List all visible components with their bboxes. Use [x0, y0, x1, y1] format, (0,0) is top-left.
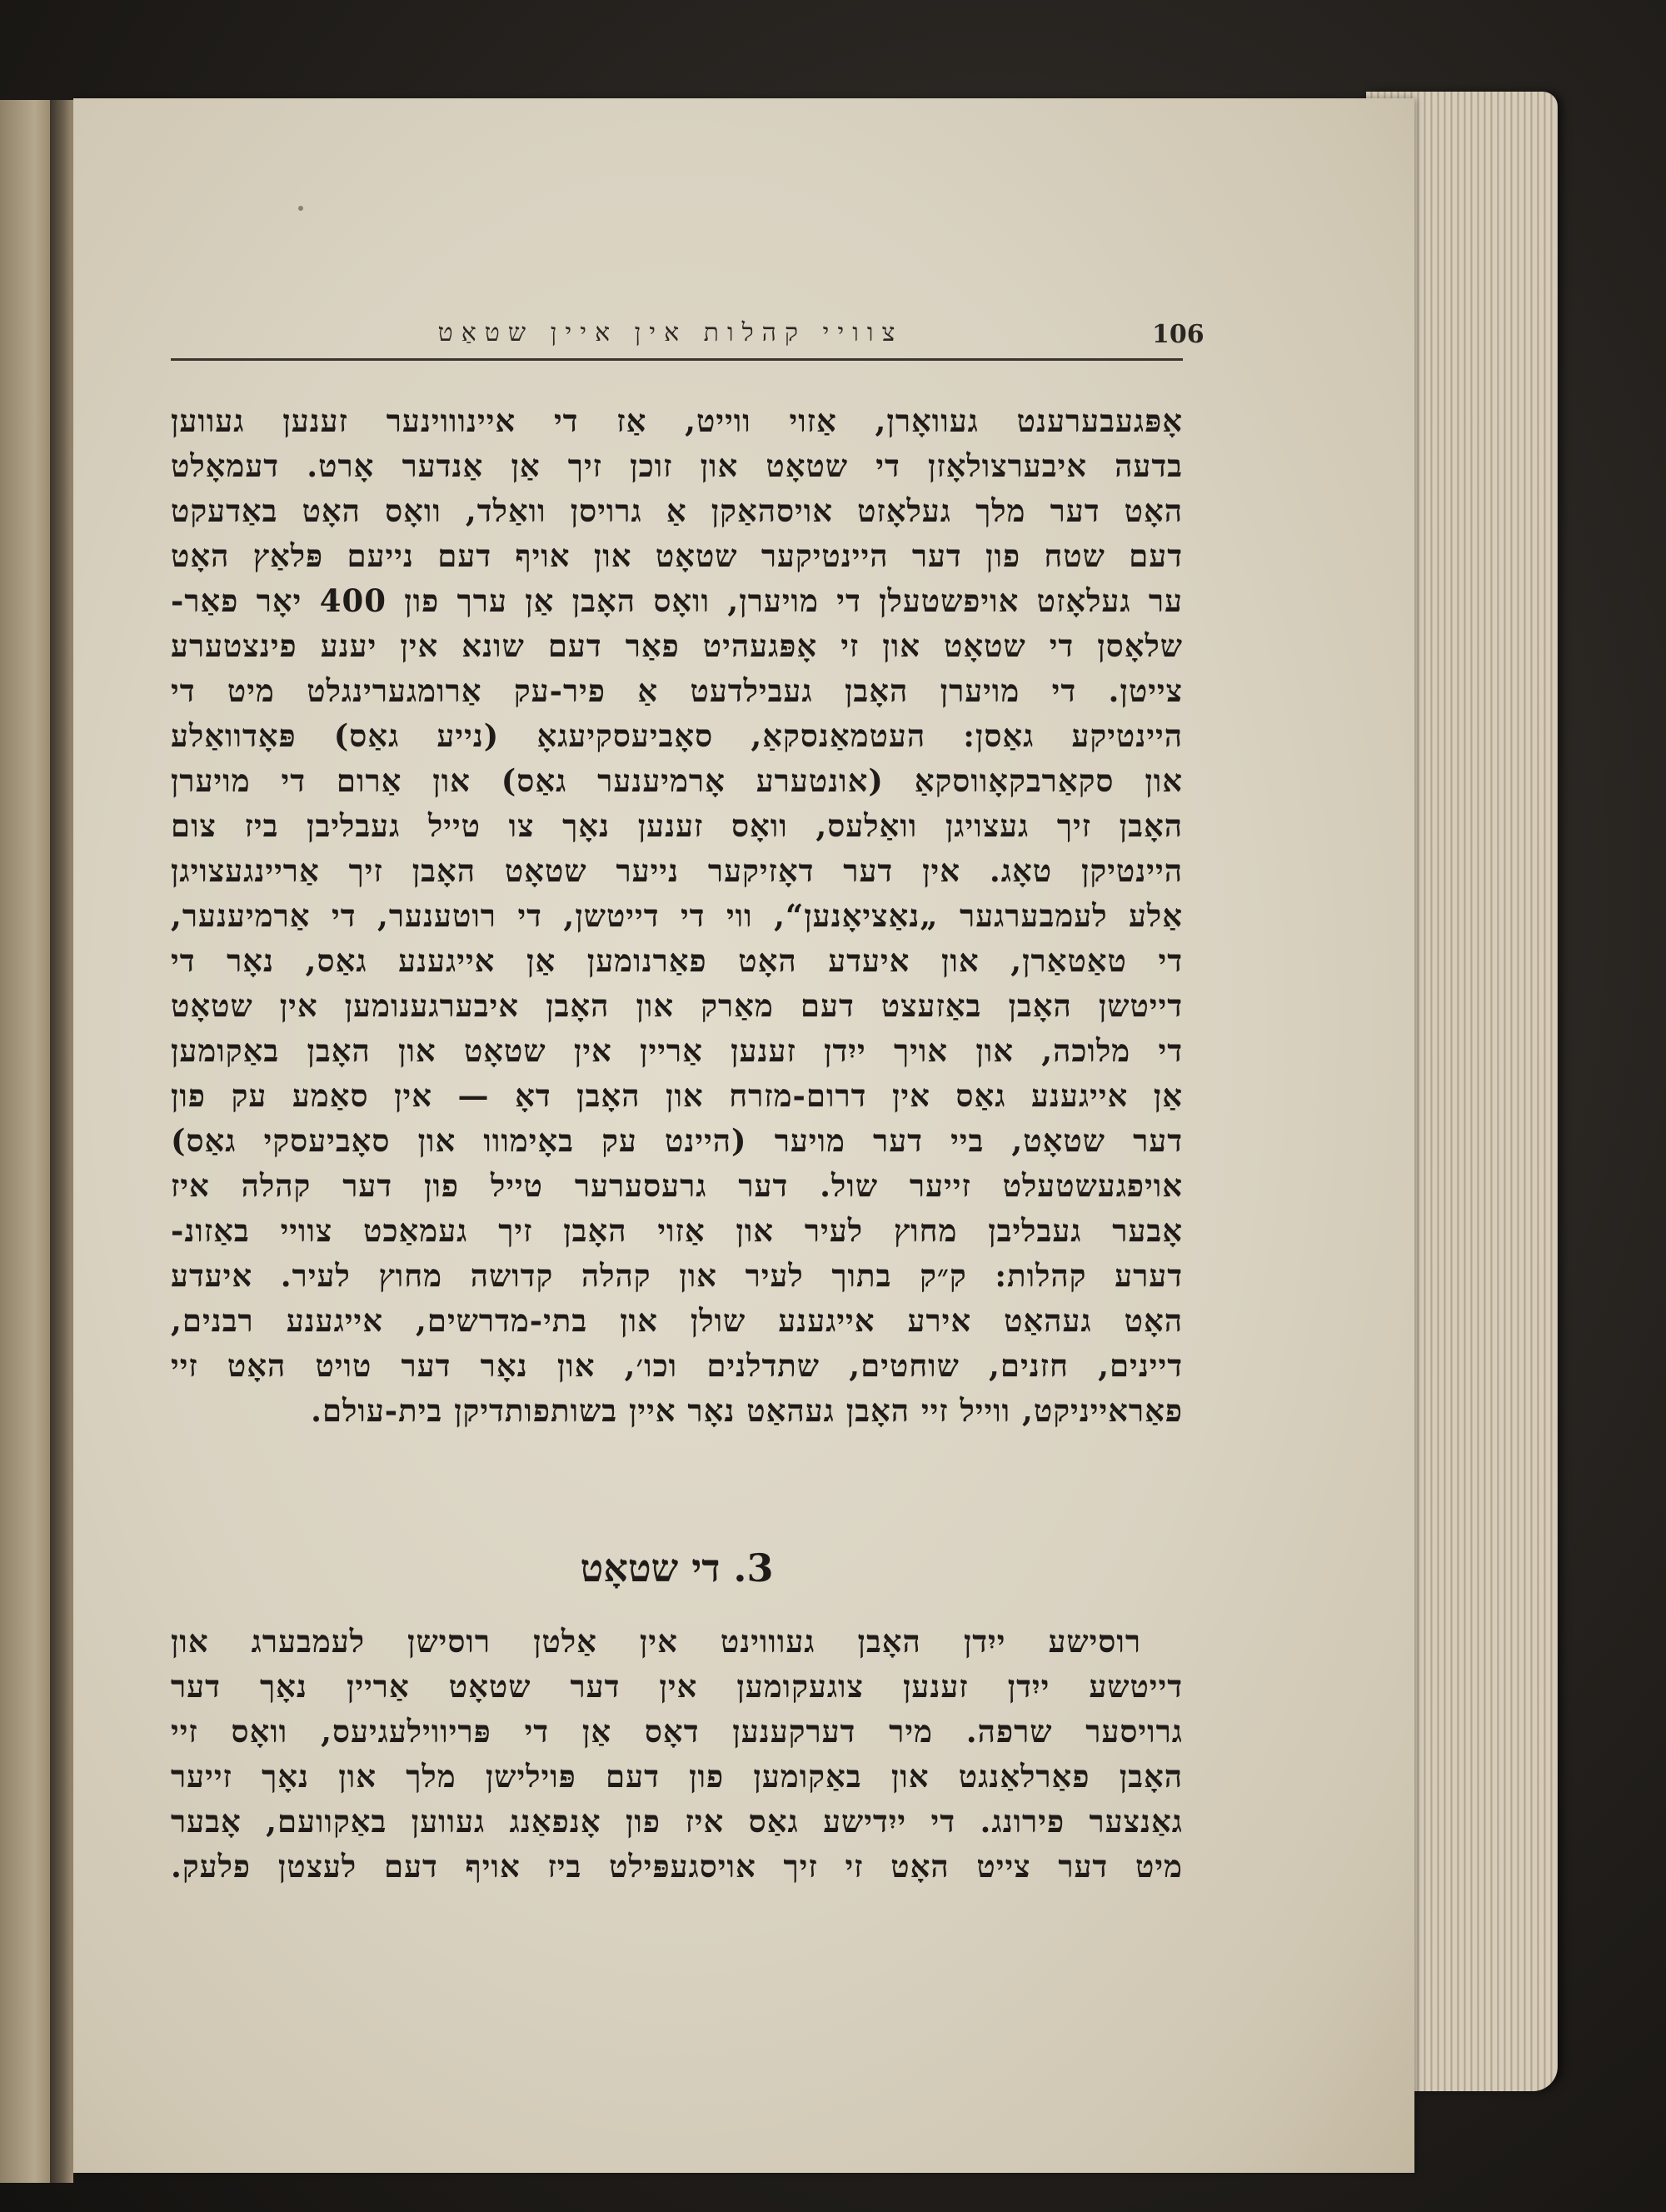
text-line: דערע קהלות: ק״ק בתוך לעיר און קהלה קדושה מחוץ לעיר. איעדע [171, 1257, 1183, 1294]
header-rule [171, 358, 1183, 361]
text-line: און סקאַרבקאָווסקאַ (אונטערע אָרמיענער גאַס) און אַרום די מויערן [171, 762, 1183, 799]
text-line: פאַראייניקט, ווייל זיי האָבן געהאַט נאָר איין בשותפותדיקן בית-עולם. [311, 1392, 1183, 1429]
text-line: מיט דער צייט האָט זי זיך אויסגעפּילט ביז אויף דעם לעצטן פלעק. [171, 1848, 1183, 1885]
text-line: היינטיקן טאָג. אין דער דאָזיקער נייער שטאָט האָבן זיך אַריינגעצויגן [171, 852, 1183, 889]
paper-speck [298, 206, 303, 211]
text-line: דייטשע ייִדן זענען צוגעקומען אין דער שטאָט אַריין נאָך דער [171, 1668, 1183, 1705]
text-line: רוסישע ייִדן האָבן געוווינט אין אַלטן רוסישן לעמבערג און [171, 1623, 1141, 1660]
text-line: גרויסער שרפה. מיר דערקענען דאָס אַן די פּריווילעגיעס, וואָס זיי [171, 1713, 1183, 1750]
text-line: אָבער געבליבן מחוץ לעיר און אַזוי האָבן זיך געמאַכט צוויי באַזונ- [171, 1212, 1183, 1249]
section-title: 3. די שטאָט [580, 1545, 774, 1590]
text-line: האָט דער מלך געלאָזט אויסהאַקן אַ גרויסן וואַלד, וואָס האָט באַדעקט [171, 492, 1183, 529]
text-line: אַלע לעמבערגער „נאַציאָנען“, ווי די דייטשן, די רוטענער, די אַרמיענער, [171, 897, 1183, 934]
text-line: דער שטאָט, ביי דער מויער (היינט עק באָימווו און סאָביעסקי גאַס) [171, 1122, 1183, 1159]
previous-page-edge [0, 100, 50, 2183]
running-head: צוויי קהלות אין איין שטאַט [437, 318, 904, 347]
text-line: דעם שטח פון דער היינטיקער שטאָט און אויף דעם נייעם פּלאַץ האָט [171, 537, 1183, 574]
page-number: 106 [1152, 320, 1205, 349]
text-line: אָפּגעבערענט געוואָרן, אַזוי ווייט, אַז די איינוווינער זענען געווען [171, 402, 1183, 439]
text-line: די מלוכה, און אויך ייִדן זענען אַריין אין שטאָט און האָבן באַקומען [171, 1032, 1183, 1069]
paragraph-2 [171, 1619, 1183, 1889]
text-line: דיינים, חזנים, שוחטים, שתדלנים וכו׳, און נאָר דער טויט האָט זיי [171, 1347, 1183, 1384]
page-header [171, 315, 1205, 365]
text-line: היינטיקע גאַסן: העטמאַנסקאַ, סאָביעסקיעגאָ (נייע גאַס) פּאָדוואַלע [171, 717, 1183, 754]
book-gutter [50, 100, 73, 2183]
text-line: האָבן פאַרלאַנגט און באַקומען פון דעם פּוילישן מלך און נאָך זייער [171, 1758, 1183, 1795]
text-line: דייטשן האָבן באַזעצט דעם מאַרק און האָבן איבערגענומען אין שטאָט [171, 987, 1183, 1024]
text-line: גאַנצער פירונג. די ייִדישע גאַס איז פון אָנפאַנג געווען באַקוועם, אָבער [171, 1803, 1183, 1840]
text-line: אויפגעשטעלט זייער שול. דער גרעסערער טייל פון דער קהלה איז [171, 1167, 1183, 1204]
text-line: האָבן זיך געצויגן וואַלעס, וואָס זענען נאָך צו טייל געבליבן ביז צום [171, 807, 1183, 844]
text-line: שלאָסן די שטאָט און זי אָפּגעהיט פאַר דעם שונא אין יענע פינצטערע [171, 627, 1183, 664]
text-line: צייטן. די מויערן האָבן געבילדעט אַ פיר-עק אַרומגערינגלט מיט די [171, 672, 1183, 709]
text-line: אַן אייגענע גאַס אין דרום-מזרח און האָבן דאָ — אין סאַמע עק פון [171, 1077, 1183, 1114]
text-line: בדעה איבערצולאָזן די שטאָט און זוכן זיך אַן אַנדער אָרט. דעמאָלט [171, 447, 1183, 484]
paragraph-1 [171, 398, 1183, 1433]
text-line: האָט געהאַט אירע אייגענע שולן און בתי-מדרשים, אייגענע רבנים, [171, 1302, 1183, 1339]
text-line: ער געלאָזט אויפשטעלן די מויערן, וואָס האָבן אַן ערך פון 400 יאָר פאַר- [171, 582, 1183, 619]
text-line: די טאַטאַרן, און איעדע האָט פאַרנומען אַן אייגענע גאַס, נאָר די [171, 942, 1183, 979]
